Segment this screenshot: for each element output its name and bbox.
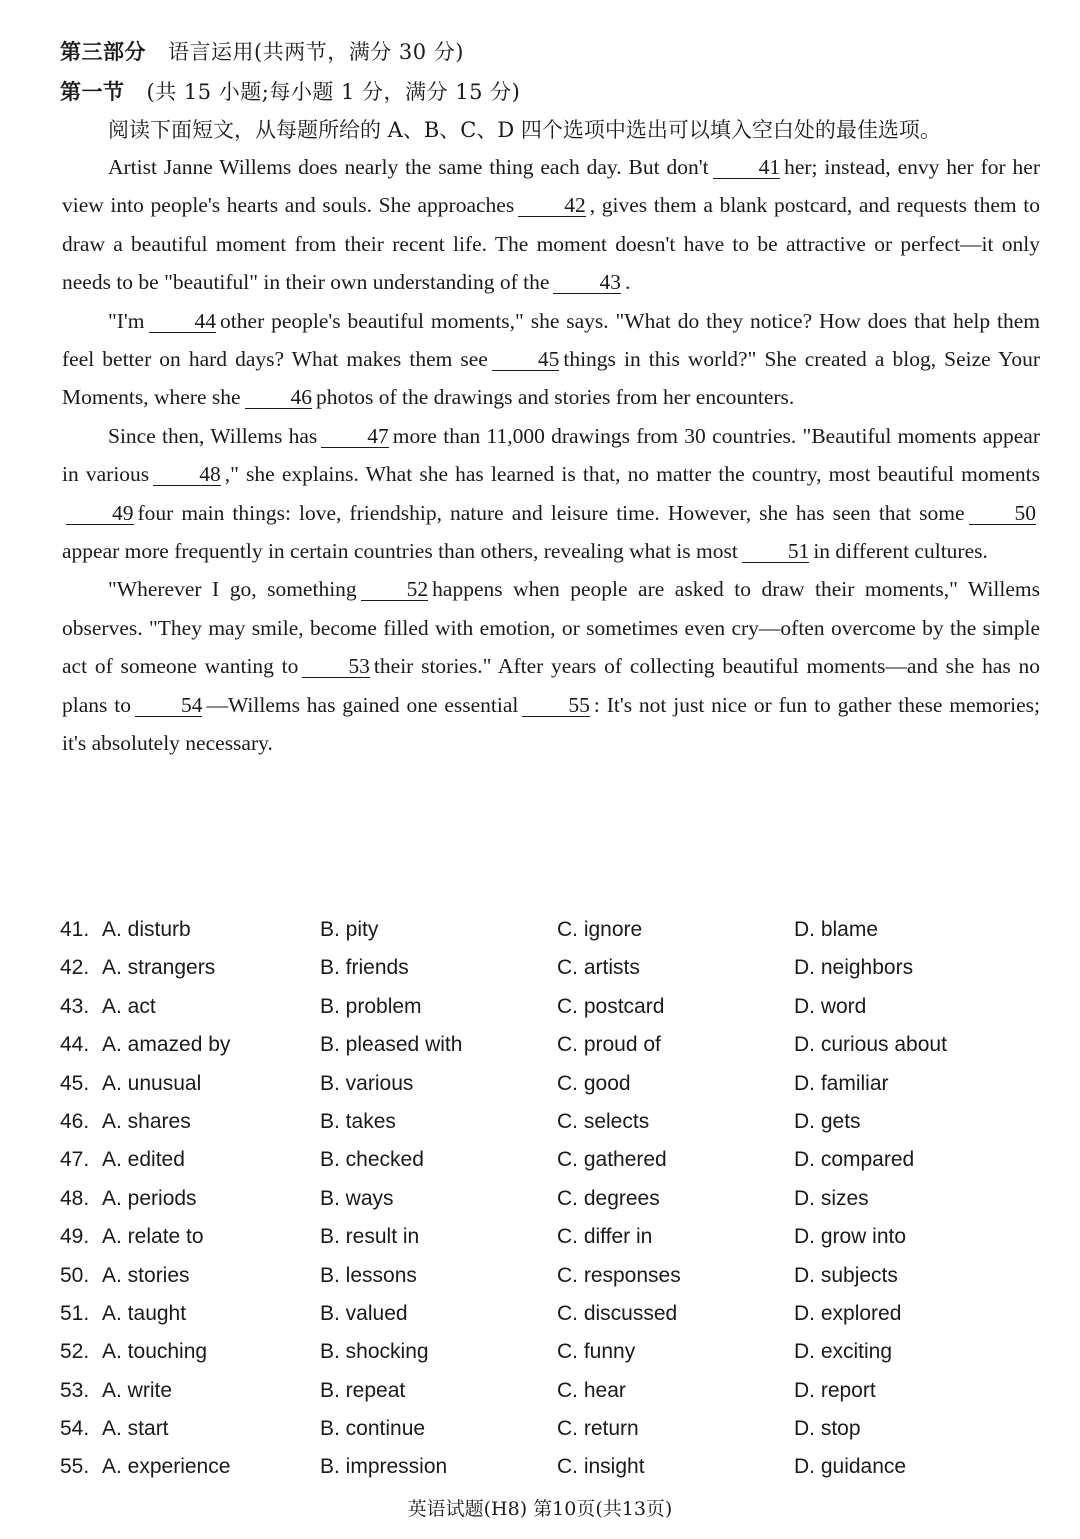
option-a: A. write [102, 1378, 173, 1402]
question-number: 41. [60, 918, 90, 941]
option-row [60, 912, 1040, 950]
option-c: C. differ in [557, 1225, 653, 1249]
option-row [60, 1027, 1040, 1065]
section-heading [60, 76, 520, 106]
option-b: B. checked [320, 1148, 424, 1172]
text: things in this world?" She created a blog, Seize Your Moments, where she [62, 347, 1040, 410]
option-c: C. return [557, 1417, 639, 1441]
section-title: 第一节 [60, 80, 125, 104]
option-a: A. taught [102, 1301, 187, 1325]
option-b: B. impression [320, 1455, 448, 1479]
option-a: A. shares [102, 1109, 191, 1133]
option-c: C. responses [557, 1263, 681, 1287]
blank-52: 52 [361, 578, 429, 601]
blank-48: 48 [153, 463, 221, 486]
text: "I'm [108, 308, 145, 333]
text: in different cultures. [813, 539, 988, 564]
option-b: B. takes [320, 1109, 396, 1133]
option-c: C. artists [557, 956, 640, 980]
option-row [60, 1296, 1040, 1334]
option-a: A. edited [102, 1148, 185, 1172]
text: . [624, 270, 631, 295]
option-d: D. familiar [794, 1071, 889, 1095]
option-b: B. friends [320, 956, 409, 980]
text: Since then, Willems has [108, 423, 318, 448]
question-number: 53. [60, 1378, 90, 1402]
question-number: 54. [60, 1417, 90, 1441]
question-number: 48. [60, 1186, 90, 1210]
option-d: D. word [794, 994, 867, 1018]
question-number: 44. [60, 1033, 90, 1057]
text: four main things: love, friendship, nature and leisure time. However, she has seen that some [137, 500, 965, 525]
text: —Willems has gained one essential [206, 692, 519, 717]
blank-44: 44 [149, 310, 217, 333]
blank-51: 51 [742, 540, 810, 563]
blank-42: 42 [518, 194, 586, 217]
option-a: A. strangers [102, 956, 216, 980]
blank-43: 43 [553, 271, 621, 294]
option-row [60, 1219, 1040, 1257]
blank-46: 46 [245, 386, 313, 409]
part-subtitle: 语言运用(共两节，满分 30 分) [168, 40, 464, 64]
option-c: C. postcard [557, 994, 665, 1018]
text: happens when people are asked to draw their moments," Willems observes. "They may smile, become filled with emotion, or sometimes even cry—often overcome by the simple act of someone wanting to [62, 577, 1040, 679]
option-c: C. degrees [557, 1186, 660, 1210]
paragraph-3 [62, 417, 1040, 571]
option-row [60, 989, 1040, 1027]
option-b: B. lessons [320, 1263, 417, 1287]
text: their stories." After years of collecting beautiful moments—and she has no plans to [62, 654, 1040, 717]
option-row [60, 1258, 1040, 1296]
part-title: 第三部分 [60, 40, 146, 64]
text: more than 11,000 drawings from 30 countries. "Beautiful moments appear in various [62, 423, 1040, 487]
text: photos of the drawings and stories from her encounters. [316, 385, 795, 410]
instructions: 阅读下面短文，从每题所给的 A、B、C、D 四个选项中选出可以填入空白处的最佳选项。 [108, 118, 941, 142]
text: appear more frequently in certain countries than others, revealing what is most [62, 539, 738, 564]
question-number: 52. [60, 1340, 90, 1364]
option-c: C. insight [557, 1455, 645, 1479]
option-c: C. good [557, 1071, 631, 1095]
option-c: C. funny [557, 1340, 636, 1364]
option-d: D. exciting [794, 1340, 893, 1364]
option-b: B. various [320, 1071, 414, 1095]
option-c: C. gathered [557, 1148, 667, 1172]
option-row [60, 1142, 1040, 1180]
option-a: A. relate to [102, 1225, 204, 1249]
paragraph-2 [62, 302, 1040, 417]
option-b: B. problem [320, 994, 422, 1018]
question-number: 55. [60, 1455, 90, 1479]
question-number: 47. [60, 1148, 90, 1172]
option-d: D. curious about [794, 1033, 947, 1057]
option-row [60, 1411, 1040, 1449]
option-b: B. valued [320, 1301, 408, 1325]
option-row [60, 1449, 1040, 1487]
option-a: A. act [102, 994, 156, 1018]
option-d: D. report [794, 1378, 876, 1402]
option-row [60, 1066, 1040, 1104]
blank-55: 55 [522, 694, 590, 717]
question-number: 49. [60, 1225, 90, 1249]
text: other people's beautiful moments," she says. "What do they notice? How does that help them feel better on hard days? What makes them see [62, 308, 1040, 372]
text: her; instead, envy her for her view into people's hearts and souls. She approaches [62, 155, 1040, 218]
answer-options [60, 912, 1040, 1488]
option-row [60, 1104, 1040, 1142]
option-a: A. touching [102, 1340, 208, 1364]
option-d: D. stop [794, 1417, 861, 1441]
option-b: B. continue [320, 1417, 426, 1441]
option-row [60, 1334, 1040, 1372]
question-number: 46. [60, 1109, 90, 1133]
option-c: C. hear [557, 1378, 626, 1402]
option-row [60, 1181, 1040, 1219]
blank-53: 53 [302, 655, 370, 678]
blank-50: 50 [969, 502, 1037, 525]
option-d: D. grow into [794, 1225, 907, 1249]
text: ," she explains. What she has learned is that, no matter the country, most beautiful moments [224, 462, 1040, 487]
option-d: D. sizes [794, 1186, 869, 1210]
text: Artist Janne Willems does nearly the same thing each day. But don't [108, 155, 709, 179]
blank-47: 47 [321, 425, 389, 448]
question-number: 43. [60, 994, 90, 1018]
option-d: D. neighbors [794, 956, 914, 980]
option-row [60, 1373, 1040, 1411]
option-d: D. compared [794, 1148, 915, 1172]
option-row [60, 950, 1040, 988]
option-b: B. result in [320, 1225, 420, 1249]
option-d: D. explored [794, 1301, 902, 1325]
option-c: C. ignore [557, 918, 643, 941]
option-b: B. pity [320, 918, 379, 941]
cloze-passage [62, 148, 1040, 763]
option-a: A. experience [102, 1455, 231, 1479]
option-d: D. gets [794, 1109, 861, 1133]
option-b: B. shocking [320, 1340, 429, 1364]
blank-49: 49 [66, 502, 134, 525]
text: : It's not just nice or fun to gather these memories; it's absolutely necessary. [62, 692, 1041, 756]
option-c: C. proud of [557, 1033, 661, 1057]
option-b: B. repeat [320, 1378, 406, 1402]
option-a: A. periods [102, 1186, 197, 1210]
blank-41: 41 [713, 156, 781, 179]
paragraph-4 [62, 570, 1040, 762]
option-d: D. guidance [794, 1455, 907, 1479]
option-b: B. ways [320, 1186, 394, 1210]
option-b: B. pleased with [320, 1033, 463, 1057]
section-subtitle: (共 15 小题;每小题 1 分，满分 15 分) [146, 80, 521, 104]
option-a: A. amazed by [102, 1033, 231, 1057]
blank-45: 45 [492, 348, 560, 371]
page-footer: 英语试题(H8) 第10页(共13页) [407, 1498, 673, 1520]
blank-54: 54 [135, 694, 203, 717]
paragraph-1 [62, 148, 1040, 302]
option-a: A. stories [102, 1263, 190, 1287]
option-d: D. blame [794, 918, 879, 941]
question-number: 42. [60, 956, 90, 980]
question-number: 45. [60, 1071, 90, 1095]
option-c: C. selects [557, 1109, 650, 1133]
text: "Wherever I go, something [108, 577, 357, 602]
option-a: A. unusual [102, 1071, 202, 1095]
question-number: 51. [60, 1301, 90, 1325]
text: , gives them a blank postcard, and requests them to draw a beautiful moment from their recent life. The moment doesn't have to be attractive or perfect—it only needs to be "beautiful" in their own understanding of the [62, 193, 1040, 295]
option-a: A. disturb [102, 918, 191, 941]
option-a: A. start [102, 1417, 169, 1441]
question-number: 50. [60, 1263, 90, 1287]
option-c: C. discussed [557, 1301, 678, 1325]
part-heading [60, 36, 464, 66]
option-d: D. subjects [794, 1263, 898, 1287]
